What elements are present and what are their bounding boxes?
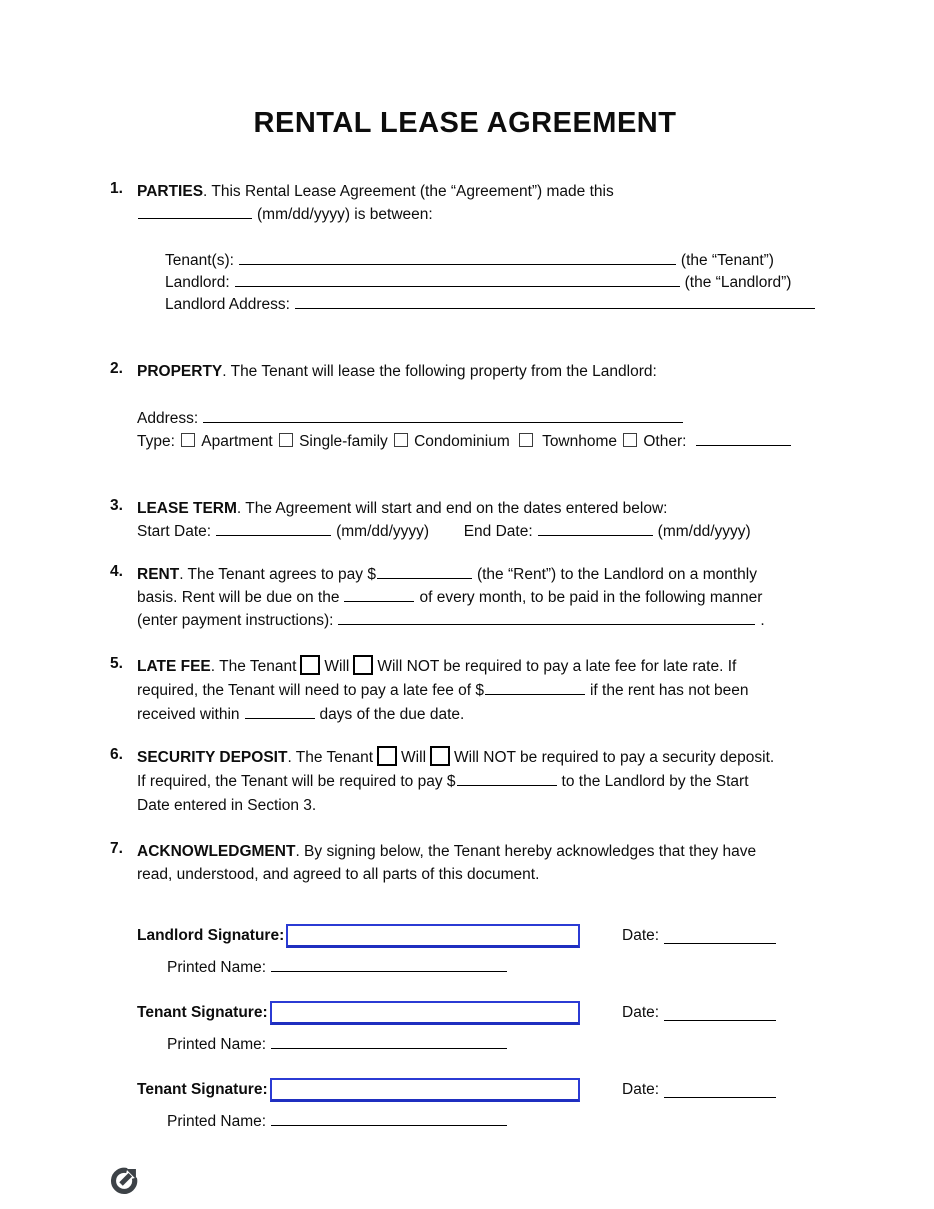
document-title: RENTAL LEASE AGREEMENT [253,107,677,139]
section-text: days of the due date. [319,706,465,723]
late-fee-amount-blank[interactable] [485,680,585,695]
section-text: . This Rental Lease Agreement (the “Agreement”) made this [203,183,614,200]
section-heading: RENT [137,566,180,583]
tenant-signature-label: Tenant Signature: [137,1004,268,1021]
landlord-address-blank[interactable] [295,294,815,309]
late-fee-will-checkbox[interactable] [300,655,320,675]
late-fee-will-not-checkbox[interactable] [353,655,373,675]
tenant-signature-input[interactable] [270,1001,580,1025]
section-heading: PROPERTY [137,363,223,380]
type-option-label: Townhome [542,433,618,450]
section-number: 5. [110,655,123,672]
section-text: (enter payment instructions): [137,612,334,629]
section-text: . The Agreement will start and end on the dates entered below: [236,500,668,517]
tenant-label: Tenant(s): [165,252,234,269]
section-heading: LEASE TERM [137,500,237,517]
section-text: of every month, to be paid in the following manner [419,589,763,606]
will-label: Will [324,658,350,675]
address-label: Address: [137,410,199,427]
rent-amount-blank[interactable] [377,564,472,579]
tenant-signature-row [137,1001,820,1056]
tenant-tag: (the “Tenant”) [680,252,774,269]
condominium-checkbox[interactable] [394,433,408,447]
section-text: . The Tenant will lease the following property from the Landlord: [222,363,657,380]
section-heading: SECURITY DEPOSIT [137,749,288,766]
end-date-label: End Date: [463,523,533,540]
section-number: 1. [110,180,123,197]
signature-block [110,924,820,1133]
start-date-blank[interactable] [216,521,331,536]
other-checkbox[interactable] [623,433,637,447]
security-deposit-amount-blank[interactable] [457,771,557,786]
type-option-label: Single-family [299,433,388,450]
section-parties [110,180,820,316]
apartment-checkbox[interactable] [181,433,195,447]
landlord-signature-input[interactable] [286,924,580,948]
will-not-label: Will NOT be required to pay a security deposit. [454,749,775,766]
townhome-checkbox[interactable] [519,433,533,447]
section-acknowledgment [110,840,820,886]
tenant2-signature-label: Tenant Signature: [137,1081,268,1098]
section-number: 3. [110,497,123,514]
section-number: 7. [110,840,123,857]
section-text: to the Landlord by the Start [561,773,749,790]
section-text: if the rent has not been [589,682,749,699]
printed-name-label: Printed Name: [167,1113,267,1130]
landlord-tag: (the “Landlord”) [684,274,792,291]
spacer [110,924,137,1133]
type-option-label: Apartment [201,433,273,450]
tenant-date-blank[interactable] [664,1006,776,1021]
section-text: basis. Rent will be due on the [137,589,340,606]
start-date-label: Start Date: [137,523,212,540]
will-not-label: Will NOT be required to pay a late fee for late rate. If [377,658,737,675]
single-family-checkbox[interactable] [279,433,293,447]
section-text: If required, the Tenant will be required to pay $ [137,773,456,790]
landlord-signature-row [137,924,820,979]
tenant2-signature-row [137,1078,820,1133]
landlord-label: Landlord: [165,274,230,291]
section-text: (the “Rent”) to the Landlord on a monthly [476,566,757,583]
type-label: Type: [137,433,175,450]
other-type-blank[interactable] [696,431,791,446]
type-option-label: Condominium [414,433,510,450]
end-date-blank[interactable] [538,521,653,536]
section-number: 2. [110,360,123,377]
section-heading: PARTIES [137,183,204,200]
landlord-address-label: Landlord Address: [165,296,290,313]
section-lease-term [110,497,820,543]
printed-name-label: Printed Name: [167,959,267,976]
agreement-date-blank[interactable] [138,204,252,219]
deposit-will-checkbox[interactable] [377,746,397,766]
tenant-printed-name-blank[interactable] [271,1034,507,1049]
printed-name-label: Printed Name: [167,1036,267,1053]
will-label: Will [401,749,427,766]
section-text: . By signing below, the Tenant hereby acknowledges that they have [295,843,757,860]
section-number: 4. [110,563,123,580]
section-text: (mm/dd/yyyy) is between: [257,206,433,223]
circular-arrow-logo-icon [110,1165,140,1195]
rent-due-day-blank[interactable] [344,587,414,602]
landlord-name-blank[interactable] [235,272,680,287]
section-text: . The Tenant agrees to pay $ [179,566,376,583]
section-number: 6. [110,746,123,763]
property-address-blank[interactable] [203,408,683,423]
tenant2-signature-input[interactable] [270,1078,580,1102]
landlord-date-blank[interactable] [664,929,776,944]
section-security-deposit [110,746,820,817]
section-heading: ACKNOWLEDGMENT [137,843,296,860]
landlord-printed-name-blank[interactable] [271,957,507,972]
tenant2-printed-name-blank[interactable] [271,1111,507,1126]
section-text: . The Tenant [210,658,297,675]
section-heading: LATE FEE [137,658,211,675]
section-property [110,360,820,453]
late-fee-days-blank[interactable] [245,704,315,719]
section-text: required, the Tenant will need to pay a late fee of $ [137,682,484,699]
tenant-name-blank[interactable] [239,250,676,265]
section-text: read, understood, and agreed to all parts of this document. [137,866,540,883]
date-format-label: (mm/dd/yyyy) [336,523,430,540]
section-text: . [760,612,765,629]
date-label: Date: [622,927,660,944]
section-text: . The Tenant [287,749,374,766]
section-text: Date entered in Section 3. [137,797,317,814]
other-label: Other: [643,433,687,450]
tenant2-date-blank[interactable] [664,1083,776,1098]
payment-instructions-blank[interactable] [338,610,755,625]
date-label: Date: [622,1004,660,1021]
date-label: Date: [622,1081,660,1098]
landlord-signature-label: Landlord Signature: [137,927,285,944]
deposit-will-not-checkbox[interactable] [430,746,450,766]
date-format-label: (mm/dd/yyyy) [657,523,751,540]
section-text: received within [137,706,240,723]
section-late-fee [110,655,820,727]
section-rent [110,563,820,632]
